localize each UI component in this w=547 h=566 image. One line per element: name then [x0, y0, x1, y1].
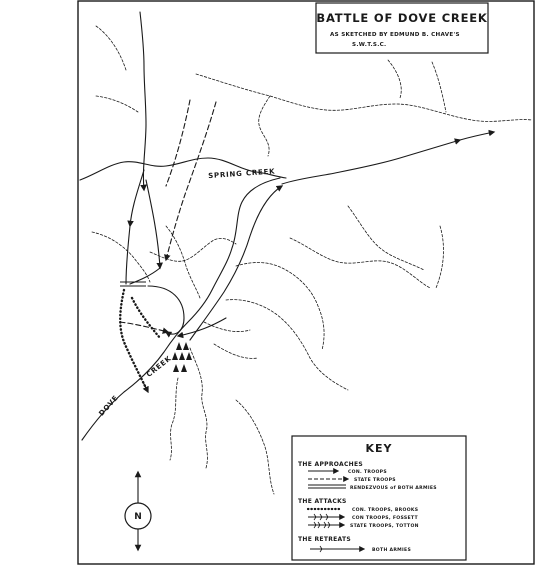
key-attacks-heading: THE ATTACKS [298, 498, 347, 505]
bottom-tributary [236, 400, 274, 494]
creek-label: CREEK [145, 354, 174, 379]
key-attack-item: CON. TROOPS, BROOKS [352, 508, 419, 513]
key-heading: KEY [365, 442, 393, 455]
state-troops-approach-2 [166, 100, 190, 186]
key-retreats-heading: THE RETREATS [298, 536, 352, 543]
map-subtitle-2: S.W.T.S.C. [352, 42, 387, 48]
far-east-tributary [348, 206, 443, 288]
north-label: N [134, 512, 142, 522]
key-approach-item: STATE TROOPS [354, 478, 396, 483]
map-key [292, 436, 466, 560]
key-approach-item: CON. TROOPS [348, 470, 387, 475]
con-troops-approach-south [146, 180, 160, 268]
fossett-attack-route-2 [178, 318, 226, 336]
central-tributary [150, 238, 236, 261]
retreat-route-east-2 [460, 132, 494, 140]
south-tributary-a [170, 378, 178, 460]
totton-attack-route [120, 322, 168, 332]
mid-tributary [166, 226, 200, 298]
south-tributary-c [204, 322, 258, 358]
retreat-route-east [282, 140, 460, 184]
dove-label: DOVE [97, 393, 121, 418]
map-title: BATTLE OF DOVE CREEK [316, 11, 488, 25]
con-troops-approach-join [126, 226, 160, 284]
key-retreat-item: BOTH ARMIES [372, 548, 412, 553]
west-tributary [92, 232, 150, 282]
key-approach-item: RENDEZVOUS of BOTH ARMIES [350, 486, 437, 491]
brooks-attack-arrowhead [143, 382, 148, 392]
key-attack-item: CON TROOPS, FOSSETT [352, 516, 418, 521]
key-approaches-heading: THE APPROACHES [298, 461, 363, 468]
east-tributary-a [236, 263, 324, 350]
south-tributary-b [190, 348, 207, 468]
tipi-camp [172, 342, 192, 372]
con-troops-approach-west [130, 170, 144, 226]
east-tributary-b [226, 300, 348, 390]
spring-creek-label: SPRING CREEK [207, 167, 276, 181]
upper-left-tributary [96, 26, 138, 112]
north-tributary [196, 74, 532, 121]
retreat-route [190, 186, 282, 340]
north-compass [125, 472, 151, 550]
title-block [316, 3, 488, 53]
north-tributary-branch [259, 96, 270, 156]
key-attack-item: STATE TROOPS, TOTTON [350, 524, 419, 529]
brooks-attack-route [120, 290, 146, 388]
brooks-attack-route-2 [132, 298, 160, 338]
map-subtitle: AS SKETCHED BY EDMUND B. CHAVE'S [330, 32, 460, 38]
fossett-attack-route [148, 286, 184, 334]
